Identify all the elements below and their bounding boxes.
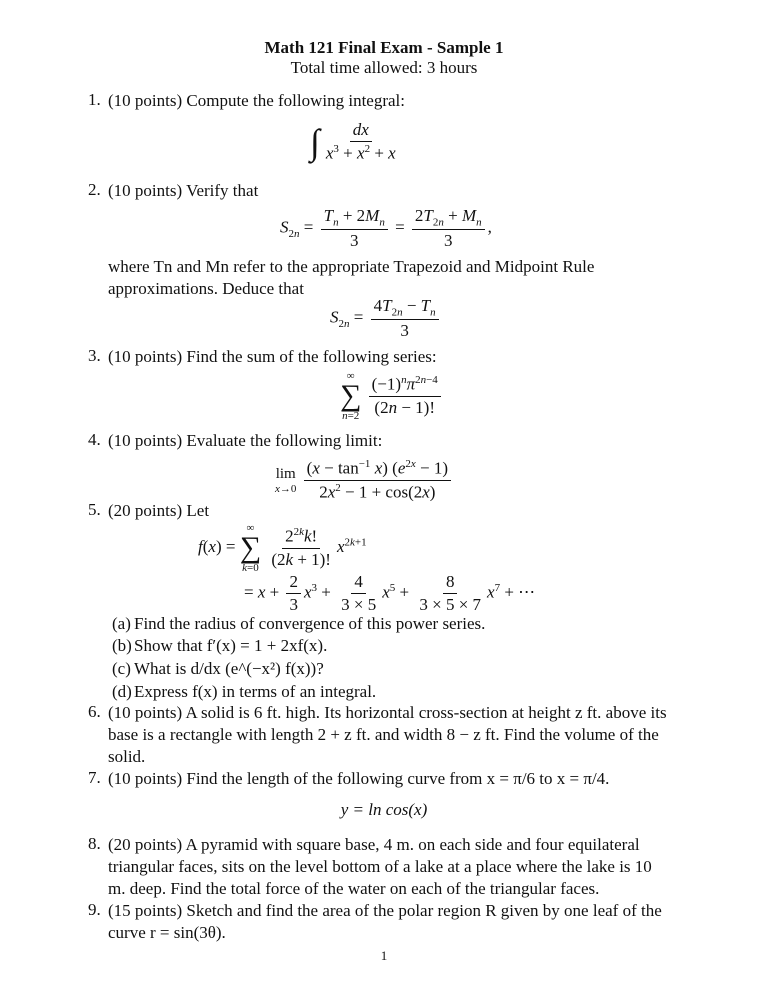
exam-subtitle: Total time allowed: 3 hours: [290, 58, 478, 77]
problem-8-text: (20 points) A pyramid with square base, 4 m. on each side and four equilateral triangular faces, sits on the level bottom of a lake at a place where the lake is 10 m. deep. Find the total force of the water on each of the triangular faces.: [108, 835, 652, 898]
problem-5-text: (20 points) Let: [108, 501, 210, 520]
problem-4-text: (10 points) Evaluate the following limit:: [108, 431, 383, 450]
problem-7-text: (10 points) Find the length of the following curve from x = π/6 to x = π/4.: [108, 769, 610, 788]
problem-9-number: 9.: [88, 900, 101, 919]
problem-6-text: (10 points) A solid is 6 ft. high. Its horizontal cross-section at height z ft. above its base is a rectangle with length 2 + z ft. and width 8 − z ft. Find the volume of the solid.: [108, 703, 667, 766]
problem-9-text: (15 points) Sketch and find the area of the polar region R given by one leaf of the curve r = sin(3θ).: [108, 901, 662, 942]
problem-3-text: (10 points) Find the sum of the following series:: [108, 347, 437, 366]
problem-4-number: 4.: [88, 430, 101, 449]
power-series-expansion: = x + $\frac{2}{3}$ $x^3$ + $\frac{4}{3 \times 5}$ $x^5$ + $\frac{8}{3 \times 5 \times 7}$ $x^7$ + ⋯: [244, 572, 536, 614]
series-equation: ∞ ∑ n=2 $\frac{(-1)^n\pi^{2n-4}}{(2n - 1)!}$: [340, 370, 444, 422]
part-b: (b) Show that f′(x) = 1 + 2xf(x).: [112, 636, 328, 655]
simpson-equation: $S_{2n}$ = $\frac{T_n + 2M_n}{3}$ = $\frac{2T_{2n} + M_n}{3}$ ,: [280, 206, 492, 251]
problem-2-number: 2.: [88, 180, 101, 199]
problem-1-text: (10 points) Compute the following integral:: [108, 91, 405, 110]
integral-equation: ∫ $\frac{dx}{x^3 + x^2 + x}$: [310, 120, 396, 163]
problem-6-number: 6.: [88, 702, 101, 721]
problem-8-number: 8.: [88, 834, 101, 853]
problem-2-continuation: where Tn and Mn refer to the appropriate Trapezoid and Midpoint Rule approximations. Deduce that: [108, 257, 595, 298]
problem-7-number: 7.: [88, 768, 101, 787]
simpson-deduction: $S_{2n}$ = $\frac{4T_{2n} - T_n}{3}$: [330, 296, 442, 341]
page-number: 1: [380, 948, 388, 963]
part-a: (a) Find the radius of convergence of this power series.: [112, 614, 486, 633]
problem-2-text: (10 points) Verify that: [108, 181, 259, 200]
part-c: (c) What is d/dx (e^(−x²) f(x))?: [112, 659, 324, 678]
part-d: (d) Express f(x) in terms of an integral.: [112, 682, 377, 701]
limit-equation: lim x→0 $\frac{(x - \tan^{-1} x) (e^{2x} - 1)}{2x^2 - 1 + \cos(2x)}$: [275, 458, 454, 502]
problem-5-number: 5.: [88, 500, 101, 519]
problem-1-number: 1.: [88, 90, 101, 109]
curve-equation: y = ln cos(x): [340, 800, 428, 819]
problem-3-number: 3.: [88, 346, 101, 365]
exam-title: Math 121 Final Exam - Sample 1: [264, 38, 504, 57]
power-series-definition: f(x) = ∞ ∑ k=0 $\frac{2^{2k}k!}{(2k + 1)!}$ $x^{2k+1}$: [198, 522, 367, 574]
